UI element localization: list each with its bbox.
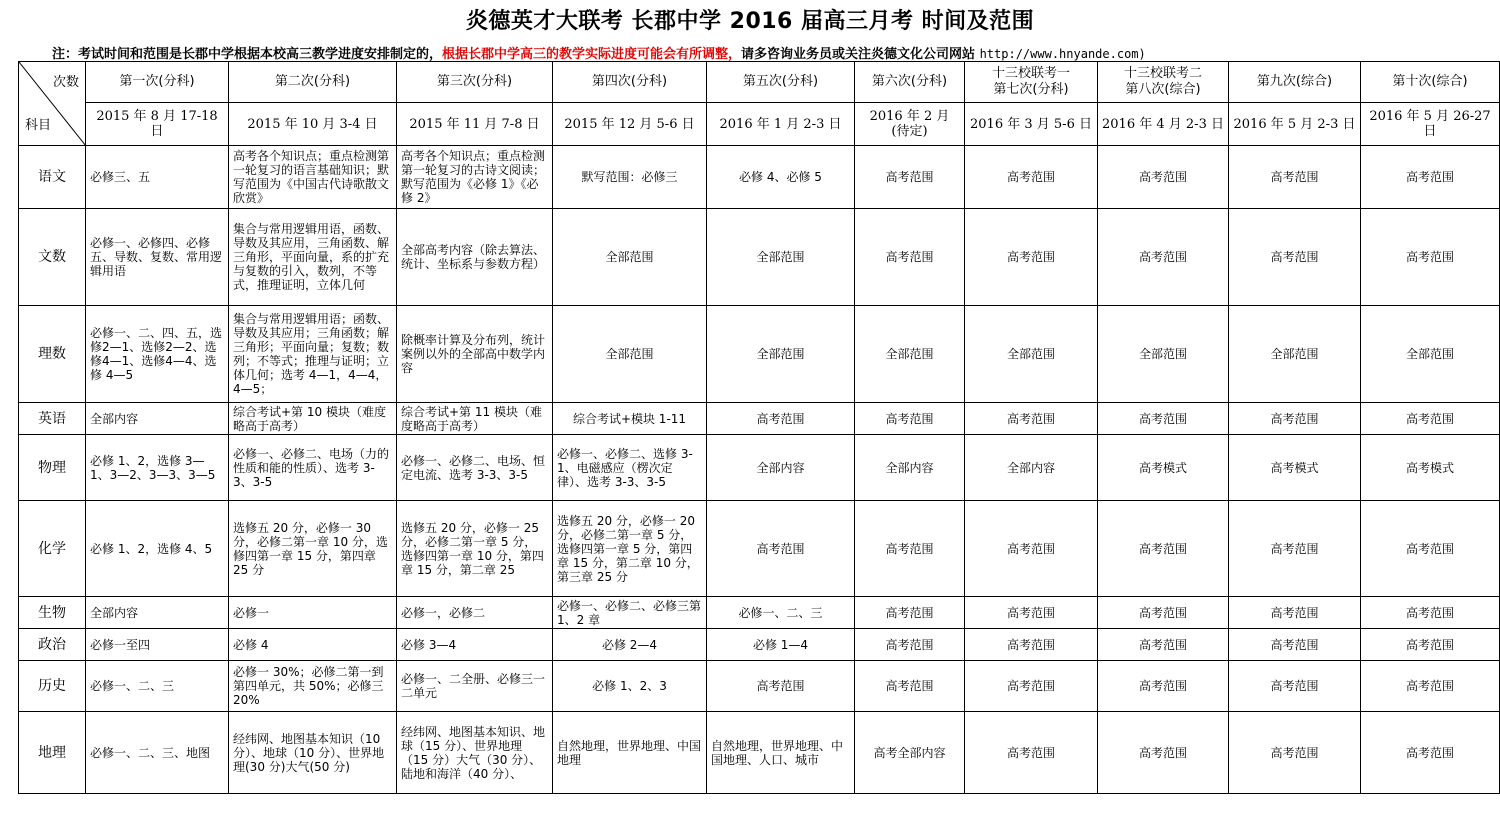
scope-cell: 选修五 20 分，必修一 20 分，必修二第一章 5 分，选修四第一章 5 分，第四章 15 分，第二章 10 分，第三章 25 分 [553, 501, 707, 597]
corner-subject-label: 科目 [25, 118, 52, 133]
scope-cell: 必修 3—4 [397, 629, 553, 661]
scope-cell: 高考范围 [1229, 403, 1361, 435]
exam-header: 第九次(综合) [1229, 62, 1361, 103]
scope-cell: 必修三、五 [86, 146, 229, 209]
scope-cell: 必修一、必修二、必修三第 1、2 章 [553, 597, 707, 629]
scope-cell: 必修一、二、三 [86, 661, 229, 712]
scope-cell: 全部内容 [965, 435, 1098, 501]
scope-cell: 集合与常用逻辑用语，函数、导数及其应用，三角函数、解三角形，平面向量，系的扩充与复数的引入，数列，不等式，推理证明，立体几何 [229, 209, 397, 306]
scope-cell: 高考范围 [855, 146, 965, 209]
scope-cell: 必修一、二、三、地图 [86, 712, 229, 794]
scope-cell: 高考范围 [855, 403, 965, 435]
scope-cell: 全部范围 [855, 306, 965, 403]
scope-cell: 高考范围 [1229, 712, 1361, 794]
scope-cell: 自然地理，世界地理、中国地理 [553, 712, 707, 794]
exam-date: 2016 年 1 月 2-3 日 [707, 103, 855, 146]
scope-cell: 必修 4、必修 5 [707, 146, 855, 209]
scope-cell: 必修一、必修二、电场（力的性质和能的性质）、选考 3-3、3-5 [229, 435, 397, 501]
scope-cell: 高考范围 [1361, 501, 1500, 597]
scope-cell: 高考范围 [855, 209, 965, 306]
subject-cell: 地理 [19, 712, 86, 794]
scope-cell: 高考全部内容 [855, 712, 965, 794]
subject-cell: 语文 [19, 146, 86, 209]
scope-cell: 高考范围 [1098, 597, 1229, 629]
scope-cell: 高考范围 [1361, 597, 1500, 629]
exam-date: 2016 年 5 月 2-3 日 [1229, 103, 1361, 146]
exam-header: 第六次(分科) [855, 62, 965, 103]
scope-cell: 高考模式 [1229, 435, 1361, 501]
scope-cell: 高考范围 [707, 661, 855, 712]
table-row [19, 661, 1500, 712]
table-row [19, 146, 1500, 209]
exam-header: 第五次(分科) [707, 62, 855, 103]
scope-cell: 高考范围 [707, 501, 855, 597]
scope-cell: 经纬网、地图基本知识（10 分）、地球（10 分）、世界地理(30 分)大气(50 分) [229, 712, 397, 794]
subject-cell: 理数 [19, 306, 86, 403]
scope-cell: 必修 1、2、3 [553, 661, 707, 712]
scope-cell: 高考范围 [965, 661, 1098, 712]
table-row [19, 209, 1500, 306]
scope-cell: 全部范围 [707, 306, 855, 403]
scope-cell: 高考范围 [1229, 146, 1361, 209]
scope-cell: 高考范围 [965, 712, 1098, 794]
scope-cell: 全部内容 [86, 403, 229, 435]
scope-cell: 高考范围 [1229, 629, 1361, 661]
exam-date: 2016 年 2 月 (待定) [855, 103, 965, 146]
scope-cell: 高考范围 [855, 661, 965, 712]
scope-cell: 必修一 30%；必修二第一到第四单元，共 50%；必修三 20% [229, 661, 397, 712]
subject-cell: 文数 [19, 209, 86, 306]
exam-header: 第一次(分科) [86, 62, 229, 103]
table-row [19, 306, 1500, 403]
scope-cell: 必修 4 [229, 629, 397, 661]
scope-cell: 高考范围 [1098, 629, 1229, 661]
scope-cell: 高考范围 [1361, 712, 1500, 794]
scope-cell: 高考范围 [1098, 146, 1229, 209]
scope-cell: 必修一 [229, 597, 397, 629]
notice-warning: 根据长郡中学高三的教学实际进度可能会有所调整， [442, 47, 742, 62]
scope-cell: 必修一、二、四、五，选修2—1、选修2—2、选修4—1、选修4—4、选修 4—5 [86, 306, 229, 403]
scope-cell: 必修 1、2，选修 4、5 [86, 501, 229, 597]
exam-date: 2016 年 4 月 2-3 日 [1098, 103, 1229, 146]
scope-cell: 高考范围 [1361, 146, 1500, 209]
notice-url[interactable]: http://www.hnyande.com) [979, 47, 1146, 61]
subject-cell: 英语 [19, 403, 86, 435]
scope-cell: 全部范围 [1361, 306, 1500, 403]
scope-cell: 高考范围 [1098, 501, 1229, 597]
exam-header: 十三校联考二 第八次(综合) [1098, 62, 1229, 103]
scope-cell: 高考范围 [965, 597, 1098, 629]
scope-cell: 高考范围 [855, 597, 965, 629]
corner-exam-label: 次数 [52, 75, 79, 90]
subject-cell: 生物 [19, 597, 86, 629]
table-row [19, 501, 1500, 597]
scope-cell: 高考范围 [965, 403, 1098, 435]
exam-date: 2015 年 10 月 3-4 日 [229, 103, 397, 146]
scope-cell: 高考模式 [1361, 435, 1500, 501]
subject-cell: 物理 [19, 435, 86, 501]
scope-cell: 除概率计算及分布列，统计案例以外的全部高中数学内容 [397, 306, 553, 403]
scope-cell: 必修一、二、三 [707, 597, 855, 629]
scope-cell: 全部内容 [86, 597, 229, 629]
table-row [19, 435, 1500, 501]
exam-date: 2015 年 8 月 17-18 日 [86, 103, 229, 146]
exam-date: 2016 年 3 月 5-6 日 [965, 103, 1098, 146]
scope-cell: 全部内容 [707, 435, 855, 501]
scope-cell: 高考各个知识点；重点检测第一轮复习的语言基础知识；默写范围为《中国古代诗歌散文欣赏》 [229, 146, 397, 209]
scope-cell: 高考范围 [707, 403, 855, 435]
scope-cell: 选修五 20 分，必修一 30 分，必修二第一章 10 分，选修四第一章 15 分，第四章 25 分 [229, 501, 397, 597]
scope-cell: 全部范围 [965, 306, 1098, 403]
subject-cell: 政治 [19, 629, 86, 661]
scope-cell: 全部范围 [707, 209, 855, 306]
exam-header: 第三次(分科) [397, 62, 553, 103]
scope-cell: 全部范围 [1098, 306, 1229, 403]
scope-cell: 必修一，必修二 [397, 597, 553, 629]
scope-cell: 全部范围 [553, 209, 707, 306]
scope-cell: 全部内容 [855, 435, 965, 501]
exam-date: 2016 年 5 月 26-27 日 [1361, 103, 1500, 146]
table-row [19, 597, 1500, 629]
exam-header: 第十次(综合) [1361, 62, 1500, 103]
notice-prefix: 注：考试时间和范围是长郡中学根据本校高三教学进度安排制定的， [52, 47, 443, 62]
scope-cell: 必修 1、2，选修 3—1、3—2、3—3、3—5 [86, 435, 229, 501]
scope-cell: 全部范围 [1229, 306, 1361, 403]
scope-cell: 必修一、二全册、必修三一二单元 [397, 661, 553, 712]
page-title: 炎德英才大联考 长郡中学 2016 届高三月考 时间及范围 [465, 9, 1035, 34]
scope-cell: 必修一、必修四、必修五、导数、复数、常用逻辑用语 [86, 209, 229, 306]
scope-cell: 集合与常用逻辑用语；函数、导数及其应用；三角函数；解三角形；平面向量；复数；数列；不等式；推理与证明；立体几何；选考 4—1，4—4，4—5； [229, 306, 397, 403]
scope-cell: 高考范围 [1229, 661, 1361, 712]
scope-cell: 高考范围 [855, 501, 965, 597]
scope-cell: 全部高考内容（除去算法、统计、坐标系与参数方程） [397, 209, 553, 306]
scope-cell: 高考范围 [1361, 209, 1500, 306]
subject-cell: 历史 [19, 661, 86, 712]
scope-cell: 高考模式 [1098, 435, 1229, 501]
table-row [19, 629, 1500, 661]
scope-cell: 必修 2—4 [553, 629, 707, 661]
scope-cell: 高考范围 [1229, 501, 1361, 597]
notice-line [52, 43, 1146, 62]
scope-cell: 高考范围 [1098, 403, 1229, 435]
scope-cell: 高考范围 [965, 209, 1098, 306]
scope-cell: 默写范围：必修三 [553, 146, 707, 209]
scope-cell: 高考范围 [1361, 629, 1500, 661]
table-row [19, 403, 1500, 435]
notice-suffix: 请多咨询业务员或关注炎德文化公司网站 [741, 47, 976, 62]
subject-cell: 化学 [19, 501, 86, 597]
scope-cell: 必修一至四 [86, 629, 229, 661]
exam-header: 十三校联考一 第七次(分科) [965, 62, 1098, 103]
scope-cell: 自然地理，世界地理、中国地理、人口、城市 [707, 712, 855, 794]
scope-cell: 全部范围 [553, 306, 707, 403]
scope-cell: 高考范围 [1361, 403, 1500, 435]
scope-cell: 必修一、必修二、选修 3-1、电磁感应（楞次定律）、选考 3-3、3-5 [553, 435, 707, 501]
exam-header: 第二次(分科) [229, 62, 397, 103]
scope-cell: 高考范围 [1229, 597, 1361, 629]
exam-date: 2015 年 11 月 7-8 日 [397, 103, 553, 146]
scope-cell: 高考范围 [1229, 209, 1361, 306]
corner-header [19, 62, 86, 146]
scope-cell: 综合考试+模块 1-11 [553, 403, 707, 435]
exam-date: 2015 年 12 月 5-6 日 [553, 103, 707, 146]
scope-cell: 经纬网、地图基本知识、地球（15 分）、世界地理（15 分）大气（30 分）、陆地和海洋（40 分）、 [397, 712, 553, 794]
scope-cell: 高考范围 [1361, 661, 1500, 712]
scope-cell: 综合考试+第 11 模块（难度略高于高考） [397, 403, 553, 435]
exam-schedule-table [18, 61, 1500, 794]
scope-cell: 高考范围 [855, 629, 965, 661]
scope-cell: 必修 1—4 [707, 629, 855, 661]
scope-cell: 高考范围 [1098, 661, 1229, 712]
scope-cell: 高考范围 [965, 146, 1098, 209]
scope-cell: 综合考试+第 10 模块（难度略高于高考） [229, 403, 397, 435]
scope-cell: 选修五 20 分，必修一 25 分，必修二第一章 5 分，选修四第一章 10 分，第四章 15 分，第二章 25 [397, 501, 553, 597]
scope-cell: 高考范围 [1098, 209, 1229, 306]
table-row [19, 712, 1500, 794]
scope-cell: 必修一、必修二、电场、恒定电流、选考 3-3、3-5 [397, 435, 553, 501]
scope-cell: 高考范围 [965, 629, 1098, 661]
scope-cell: 高考范围 [965, 501, 1098, 597]
scope-cell: 高考范围 [1098, 712, 1229, 794]
scope-cell: 高考各个知识点；重点检测第一轮复习的古诗文阅读；默写范围为《必修 1》《必修 2》 [397, 146, 553, 209]
exam-header: 第四次(分科) [553, 62, 707, 103]
